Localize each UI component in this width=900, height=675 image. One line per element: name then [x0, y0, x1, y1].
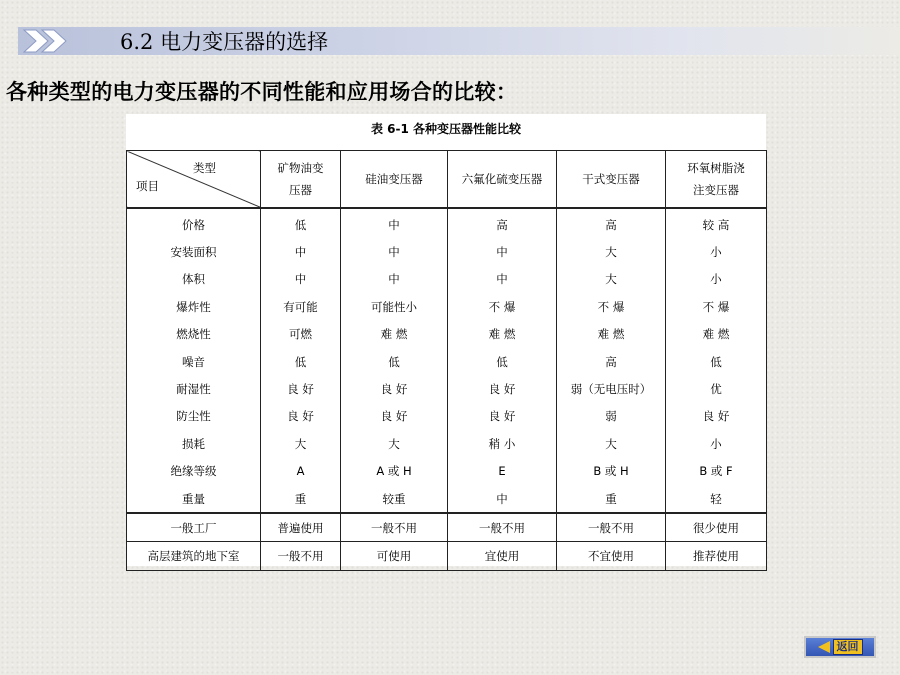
table-cell: 较 高 — [666, 208, 767, 238]
table-cell: 良 好 — [261, 403, 341, 430]
table-cell: 稍 小 — [448, 430, 557, 457]
table-row — [127, 485, 767, 513]
table-cell: 低 — [261, 208, 341, 238]
table-cell: 中 — [448, 238, 557, 265]
table-cell: 中 — [448, 266, 557, 293]
table-cell: 重 — [557, 485, 666, 513]
table-cell: E — [448, 458, 557, 485]
row-item-cell: 价格 — [127, 208, 261, 238]
table-cell: 大 — [557, 266, 666, 293]
table-cell: 不 爆 — [557, 293, 666, 320]
column-header-sf6: 六氟化硫变压器 — [448, 151, 557, 209]
table-cell: 高 — [557, 348, 666, 375]
table-cell: 不 爆 — [666, 293, 767, 320]
table-cell: 中 — [448, 485, 557, 513]
table-cell: 重 — [261, 485, 341, 513]
comparison-table — [126, 150, 767, 571]
table-row — [127, 208, 767, 238]
table-row — [127, 458, 767, 485]
table-cell: 良 好 — [341, 375, 448, 402]
table-cell: 弱 — [557, 403, 666, 430]
corner-type-label: 类型 — [193, 161, 216, 175]
table-cell: 有可能 — [261, 293, 341, 320]
table-cell: 大 — [557, 238, 666, 265]
row-item-cell: 噪音 — [127, 348, 261, 375]
table-cell: 中 — [261, 238, 341, 265]
table-cell: 一般不用 — [448, 513, 557, 542]
row-item-cell: 爆炸性 — [127, 293, 261, 320]
double-chevron-icon — [22, 27, 72, 55]
table-row — [127, 513, 767, 542]
table-cell: 低 — [341, 348, 448, 375]
column-header-silicone-oil: 硅油变压器 — [341, 151, 448, 209]
table-cell: 中 — [341, 266, 448, 293]
table-cell: 高 — [557, 208, 666, 238]
row-item-cell: 耐湿性 — [127, 375, 261, 402]
table-cell: 不 爆 — [448, 293, 557, 320]
table-cell: 低 — [261, 348, 341, 375]
column-header-epoxy-cast: 环氧树脂浇 注变压器 — [666, 151, 767, 209]
table-cell: 普遍使用 — [261, 513, 341, 542]
corner-item-label: 项目 — [136, 179, 159, 193]
table-row — [127, 266, 767, 293]
left-arrow-icon — [818, 641, 830, 653]
row-item-cell: 防尘性 — [127, 403, 261, 430]
column-header-dry-type: 干式变压器 — [557, 151, 666, 209]
table-row — [127, 321, 767, 348]
table-header-row — [127, 151, 767, 209]
table-cell: 一般不用 — [261, 542, 341, 571]
table-cell: 推荐使用 — [666, 542, 767, 571]
table-cell: 良 好 — [341, 403, 448, 430]
table-cell: 一般不用 — [341, 513, 448, 542]
property-rows — [127, 208, 767, 513]
table-cell: 大 — [261, 430, 341, 457]
usage-rows — [127, 513, 767, 571]
table-cell: 中 — [341, 238, 448, 265]
row-item-cell: 绝缘等级 — [127, 458, 261, 485]
table-cell: 低 — [666, 348, 767, 375]
table-cell: 弱（无电压时） — [557, 375, 666, 402]
table-cell: B 或 H — [557, 458, 666, 485]
row-item-cell: 损耗 — [127, 430, 261, 457]
table-cell: 良 好 — [448, 375, 557, 402]
table-cell: 低 — [448, 348, 557, 375]
table-cell: 较重 — [341, 485, 448, 513]
table-cell: 可燃 — [261, 321, 341, 348]
corner-header-cell — [127, 151, 261, 209]
table-row — [127, 542, 767, 571]
table-cell: 良 好 — [448, 403, 557, 430]
table-cell: 难 燃 — [341, 321, 448, 348]
table-row — [127, 348, 767, 375]
table-cell: 可能性小 — [341, 293, 448, 320]
section-subtitle: 各种类型的电力变压器的不同性能和应用场合的比较： — [6, 80, 518, 104]
table-cell: 良 好 — [666, 403, 767, 430]
table-cell: A 或 H — [341, 458, 448, 485]
table-cell: 一般不用 — [557, 513, 666, 542]
table-cell: 难 燃 — [557, 321, 666, 348]
table-cell: 难 燃 — [448, 321, 557, 348]
row-item-cell: 安装面积 — [127, 238, 261, 265]
row-item-cell: 重量 — [127, 485, 261, 513]
back-button-label: 返回 — [833, 639, 863, 655]
table-cell: 高 — [448, 208, 557, 238]
table-cell: 小 — [666, 266, 767, 293]
column-header-mineral-oil: 矿物油变 压器 — [261, 151, 341, 209]
table-cell: 可使用 — [341, 542, 448, 571]
table-cell: 宜使用 — [448, 542, 557, 571]
table-cell: 难 燃 — [666, 321, 767, 348]
row-item-cell: 高层建筑的地下室 — [127, 542, 261, 571]
row-item-cell: 燃烧性 — [127, 321, 261, 348]
table-cell: 优 — [666, 375, 767, 402]
table-cell: 良 好 — [261, 375, 341, 402]
table-row — [127, 293, 767, 320]
table-cell: 小 — [666, 238, 767, 265]
table-row — [127, 403, 767, 430]
table-cell: A — [261, 458, 341, 485]
table-cell: 大 — [341, 430, 448, 457]
page-title: 6.2 电力变压器的选择 — [120, 30, 329, 54]
table-cell: 中 — [261, 266, 341, 293]
table-cell: 大 — [557, 430, 666, 457]
table-cell: 轻 — [666, 485, 767, 513]
row-item-cell: 体积 — [127, 266, 261, 293]
table-row — [127, 430, 767, 457]
table-cell: 中 — [341, 208, 448, 238]
table-row — [127, 238, 767, 265]
table-row — [127, 375, 767, 402]
table-cell: 小 — [666, 430, 767, 457]
back-button[interactable] — [804, 636, 876, 658]
table-cell: B 或 F — [666, 458, 767, 485]
table-caption: 表 6-1 各种变压器性能比较 — [370, 122, 522, 136]
table-cell: 很少使用 — [666, 513, 767, 542]
comparison-table-panel — [126, 114, 766, 566]
row-item-cell: 一般工厂 — [127, 513, 261, 542]
table-cell: 不宜使用 — [557, 542, 666, 571]
